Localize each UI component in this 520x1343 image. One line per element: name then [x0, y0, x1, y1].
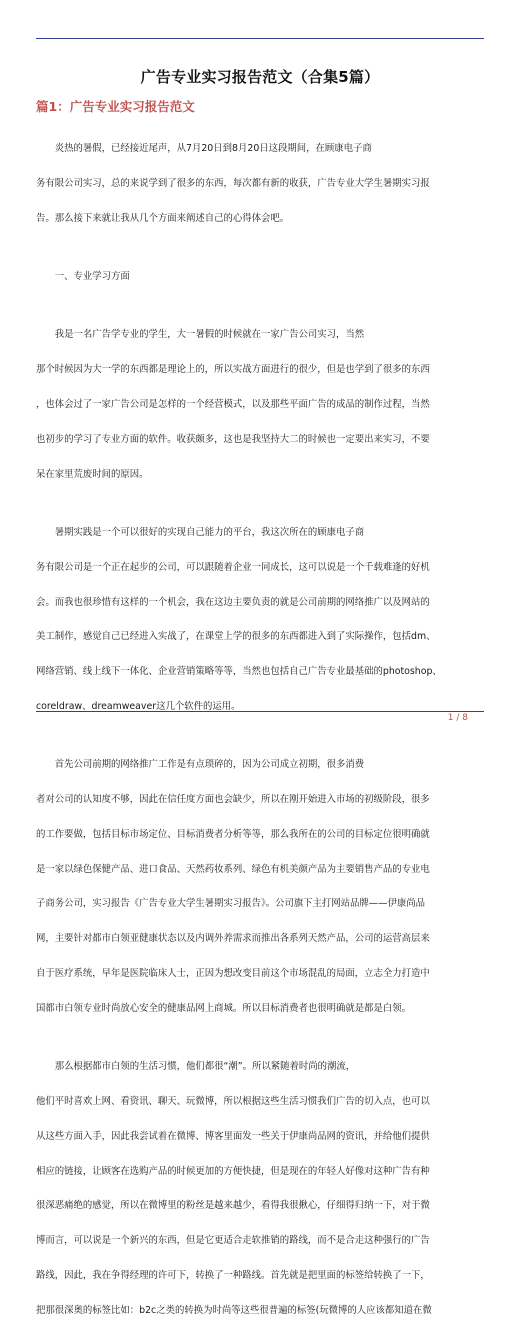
- document-title: 广告专业实习报告范文（合集5篇）: [140, 68, 380, 86]
- text-line: 会。而我也很珍惜有这样的一个机会，我在这边主要负责的就是公司前期的网络推广以及网站的: [36, 596, 430, 608]
- paragraph: [36, 507, 484, 733]
- text-line: 也初步的学习了专业方面的软件。收获颇多，这也是我坚持大二的时候也一定要出来实习，不要: [36, 433, 430, 445]
- text-line: 自于医疗系统，早年是医院临床人士，正因为想改变目前这个市场混乱的局面，立志全力打造中: [36, 968, 430, 980]
- text-line: coreldraw、dreamweaver这几个软件的运用。: [36, 701, 241, 712]
- text-line: 把那很深奥的标签比如：b2c之类的转换为时尚等这些很普遍的标签(玩微博的人应该都知道在微: [36, 1304, 432, 1316]
- text-line: 暑期实践是一个可以很好的实现自己能力的平台，我这次所在的顾康电子商: [36, 526, 365, 538]
- text-line: 者对公司的认知度不够，因此在信任度方面也会缺少，所以在刚开始进入市场的初级阶段，很多: [36, 794, 430, 806]
- text-line: 从这些方面入手，因此我尝试着在微博、博客里面发一些关于伊康尚品网的资讯，并给他们提供: [36, 1130, 430, 1142]
- text-line: 美工制作，感觉自己已经进入实战了，在课堂上学的很多的东西都进入到了实际操作，包括dm、: [36, 631, 436, 643]
- text-line: 那个时候因为大一学的东西都是理论上的，所以实战方面进行的很少，但是也学到了很多的东西: [36, 364, 430, 376]
- page-number: 1 / 8: [447, 713, 468, 723]
- text-line: 炎热的暑假，已经接近尾声，从7月20日到8月20日这段期间，在顾康电子商: [36, 143, 372, 155]
- paragraph: [36, 739, 484, 1035]
- text-line: 一、专业学习方面: [36, 271, 130, 283]
- paragraph: [36, 123, 484, 245]
- text-line: 的工作要做，包括目标市场定位、目标消费者分析等等，那么我所在的公司的目标定位很明确就: [36, 828, 430, 840]
- text-line: 博而言，可以说是一个新兴的东西，但是它更适合走软推销的路线，而不是合走这种强行的广告: [36, 1235, 430, 1247]
- paragraph: [36, 1041, 484, 1337]
- paragraph: [36, 309, 484, 500]
- text-line: 务有限公司是一个正在起步的公司，可以跟随着企业一同成长，这可以说是一个千载难逢的好机: [36, 561, 430, 573]
- text-line: 务有限公司实习，总的来说学到了很多的东西，每次都有新的收获，广告专业大学生暑期实习报: [36, 178, 430, 190]
- text-line: 那么根据都市白领的生活习惯，他们都很“潮”。所以紧随着时尚的潮流，: [36, 1061, 356, 1073]
- text-line: 路线，因此，我在争得经理的许可下，转换了一种路线。首先就是把里面的标签给转换了一下，: [36, 1270, 430, 1281]
- text-line: 网，主要针对都市白领亚健康状态以及内调外养需求而推出各系列天然产品，公司的运营高层来: [36, 933, 430, 945]
- section-heading: 篇1：广告专业实习报告范文: [36, 99, 195, 114]
- document-body: [36, 123, 484, 1343]
- text-line: 是一家以绿色保健产品、进口食品、天然药妆系列、绿色有机美颜产品为主要销售产品的专业电: [36, 863, 430, 875]
- text-line: 子商务公司，实习报告《广告专业大学生暑期实习报告》。公司旗下主打网站品牌——伊康尚品: [36, 898, 426, 910]
- text-line: 首先公司前期的网络推广工作是有点琐碎的，因为公司成立初期，很多消费: [36, 759, 365, 771]
- text-line: 告。那么接下来就让我从几个方面来阐述自己的心得体会吧。: [36, 213, 290, 225]
- text-line: ，也体会过了一家广告公司是怎样的一个经营模式，以及那些平面广告的成品的制作过程，当然: [36, 399, 430, 411]
- text-line: 我是一名广告学专业的学生，大一暑假的时候就在一家广告公司实习，当然: [36, 329, 365, 341]
- text-line: 相应的链接，让顾客在选购产品的时候更加的方便快捷，但是现在的年轻人好像对这种广告有种: [36, 1165, 430, 1177]
- text-line: 网络营销、线上线下一体化、企业营销策略等等，当然也包括自己广告专业最基础的photoshop、: [36, 666, 442, 678]
- text-line: 很深恶痛绝的感觉，所以在微博里的粉丝是越来越少，看得我很揪心，仔细得归纳一下，对于微: [36, 1200, 430, 1212]
- text-line: 国都市白领专业时尚放心安全的健康品网上商城。所以目标消费者也很明确就是都是白领。: [36, 1002, 412, 1014]
- text-line: 他们平时喜欢上网、看资讯、聊天、玩微博，所以根据这些生活习惯我们广告的切入点，也可以: [36, 1095, 430, 1107]
- footer-rule: [36, 711, 484, 712]
- header-rule: [36, 38, 484, 39]
- text-line: 呆在家里荒废时间的原因。: [36, 468, 149, 480]
- paragraph: [36, 251, 484, 303]
